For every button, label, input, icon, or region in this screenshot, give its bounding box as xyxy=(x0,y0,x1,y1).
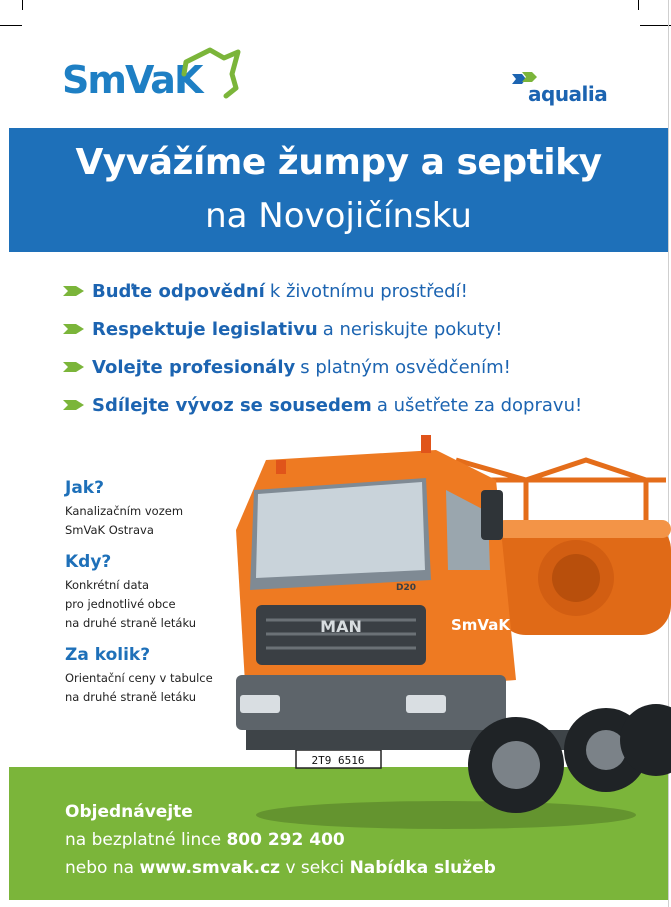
title-banner xyxy=(9,128,668,252)
contact-web-mid: v sekci xyxy=(285,858,345,878)
info-answer-line: pro jednotlivé obce xyxy=(65,597,176,611)
benefit-bold: Volejte profesionály xyxy=(92,356,296,378)
sewage-truck-illustration xyxy=(226,420,671,840)
contact-website-link[interactable]: www.smvak.cz xyxy=(139,858,281,878)
smvak-house-icon xyxy=(180,44,242,102)
crop-mark xyxy=(640,25,671,26)
page-subtitle: na Novojičínsku xyxy=(205,196,472,236)
crop-mark xyxy=(0,25,22,26)
contact-phone-prefix: na bezplatné lince xyxy=(65,830,222,850)
info-answer-line: Kanalizačním vozem xyxy=(65,504,184,518)
benefit-item xyxy=(62,386,662,424)
benefit-bold: Buďte odpovědní xyxy=(92,280,265,302)
page-title: Vyvážíme žumpy a septiky xyxy=(75,142,602,183)
info-block-when xyxy=(65,552,245,633)
benefit-bold: Respektuje legislativu xyxy=(92,318,318,340)
contact-text xyxy=(65,798,496,882)
benefit-bold: Sdílejte vývoz se sousedem xyxy=(92,394,372,416)
benefit-text: s platným osvědčením! xyxy=(300,356,511,378)
info-answer-line: Orientační ceny v tabulce xyxy=(65,671,213,685)
benefit-item xyxy=(62,310,662,348)
info-answer-line: SmVaK Ostrava xyxy=(65,523,154,537)
license-plate-text: 2T9 6516 xyxy=(311,754,365,767)
model-badge-text: D20 xyxy=(396,583,416,593)
info-answer-line: Konkrétní data xyxy=(65,578,150,592)
benefit-item xyxy=(62,272,662,310)
smvak-logo-text: SmVaK xyxy=(62,58,202,102)
green-arrow-icon xyxy=(62,321,86,337)
info-answer-line: na druhé straně letáku xyxy=(65,616,197,630)
info-question: Kdy? xyxy=(65,552,112,572)
info-answer-line: na druhé straně letáku xyxy=(65,690,197,704)
info-block-price xyxy=(65,645,245,707)
info-question: Za kolik? xyxy=(65,645,151,665)
benefit-text: a neriskujte pokuty! xyxy=(322,318,503,340)
green-arrow-icon xyxy=(62,397,86,413)
benefit-item xyxy=(62,348,662,386)
crop-mark xyxy=(638,0,639,10)
door-logo-text: SmVaK xyxy=(451,616,510,634)
contact-phone-line xyxy=(65,826,496,854)
info-block-how xyxy=(65,478,245,540)
info-column xyxy=(65,478,245,719)
contact-heading: Objednávejte xyxy=(65,802,193,822)
grille-brand-text: MAN xyxy=(320,617,362,636)
contact-web-prefix: nebo na xyxy=(65,858,135,878)
aqualia-logo-text: aqualia xyxy=(528,82,608,106)
benefit-text: k životnímu prostředí! xyxy=(269,280,468,302)
smvak-logo xyxy=(62,44,237,108)
green-arrow-icon xyxy=(62,359,86,375)
contact-phone-number[interactable]: 800 292 400 xyxy=(226,830,345,850)
benefit-text: a ušetřete za dopravu! xyxy=(376,394,583,416)
green-arrow-icon xyxy=(62,283,86,299)
benefit-list xyxy=(62,272,662,424)
info-question: Jak? xyxy=(65,478,104,498)
aqualia-logo xyxy=(510,70,620,110)
contact-section-name: Nabídka služeb xyxy=(349,858,496,878)
crop-mark xyxy=(22,0,23,10)
contact-web-line xyxy=(65,854,496,882)
